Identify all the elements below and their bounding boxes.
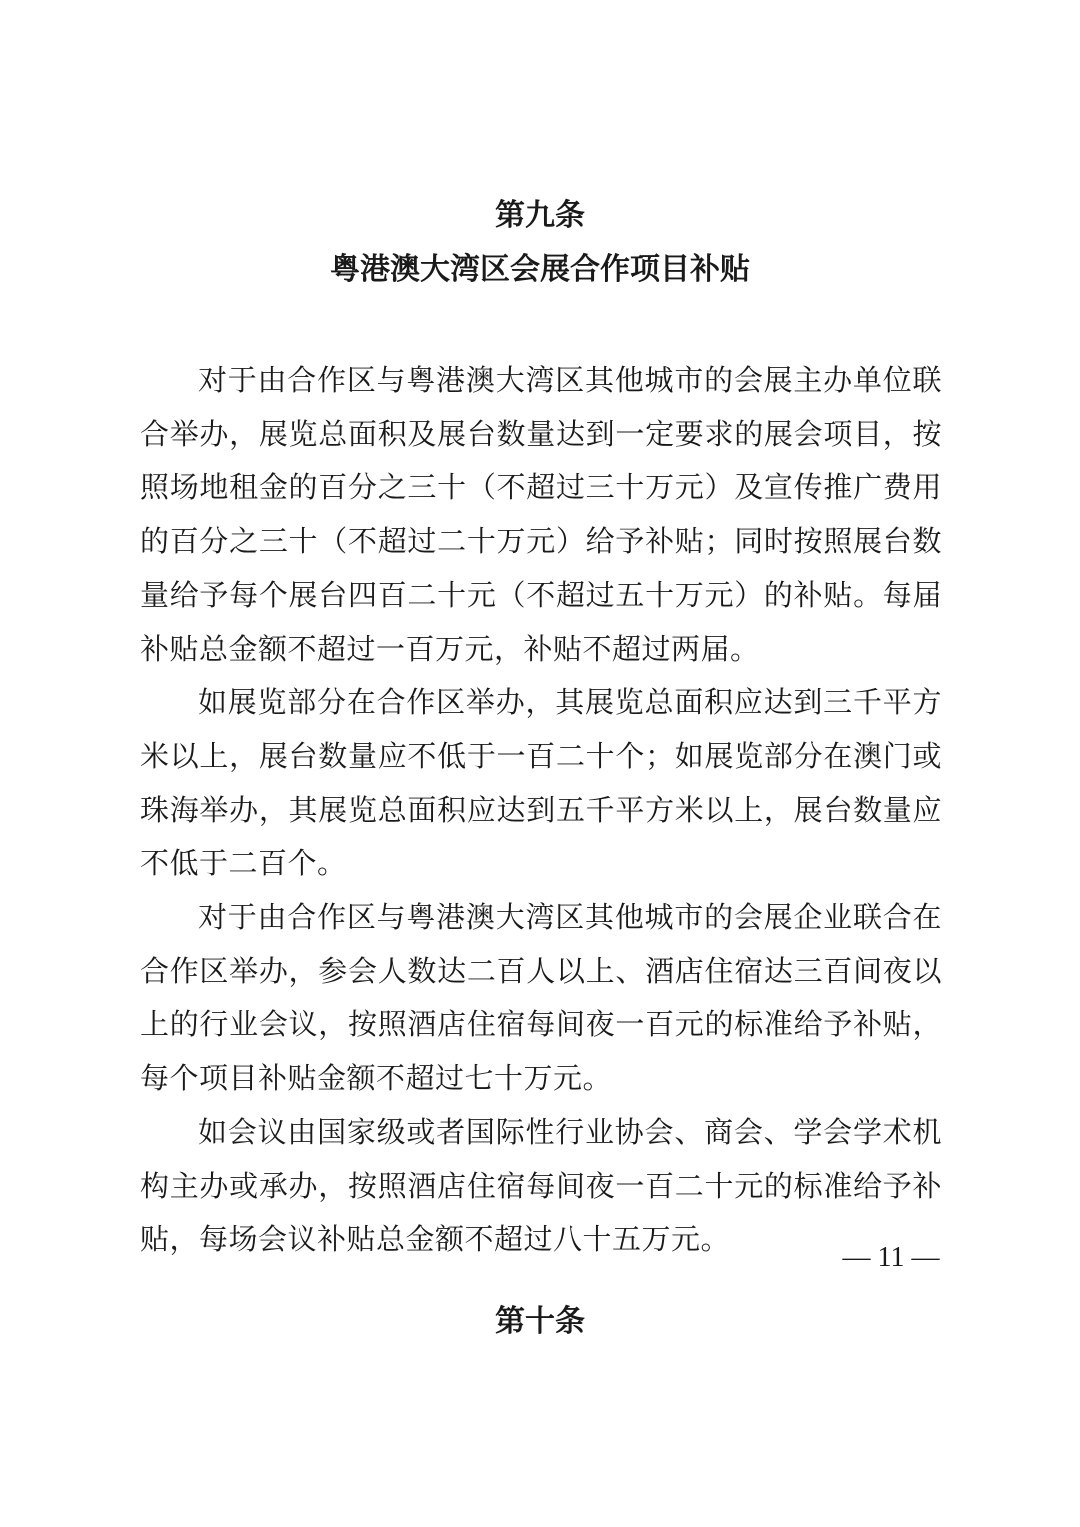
paragraph-exhibition-requirements: 如展览部分在合作区举办，其展览总面积应达到三千平方米以上，展台数量应不低于一百二十个；如展览部分在澳门或珠海举办，其展览总面积应达到五千平方米以上，展台数量应不低于二百个。 (140, 685, 942, 881)
page-number: — 11 — (842, 1242, 940, 1273)
paragraph-conference-subsidy: 对于由合作区与粤港澳大湾区其他城市的会展企业联合在合作区举办，参会人数达二百人以上、酒店住宿达三百间夜以上的行业会议，按照酒店住宿每间夜一百元的标准给予补贴，每个项目补贴金额不超过七十万元。 (140, 900, 942, 1096)
paragraph-exhibition-subsidy: 对于由合作区与粤港澳大湾区其他城市的会展主办单位联合举办，展览总面积及展台数量达到一定要求的展会项目，按照场地租金的百分之三十（不超过三十万元）及宣传推广费用的百分之三十（不超过二十万元）给予补贴；同时按照展台数量给予每个展台四百二十元（不超过五十万元）的补贴。每届补贴总金额不超过一百万元，补贴不超过两届。 (140, 363, 942, 666)
paragraph-association-conference-subsidy: 如会议由国家级或者国际性行业协会、商会、学会学术机构主办或承办，按照酒店住宿每间夜一百二十元的标准给予补贴，每场会议补贴总金额不超过八十五万元。 (140, 1114, 942, 1257)
article-nine-body (140, 354, 942, 1267)
article-nine-number: 第九条 (495, 198, 585, 233)
article-ten-number: 第十条 (495, 1304, 585, 1339)
article-nine-title: 粤港澳大湾区会展合作项目补贴 (330, 252, 750, 287)
